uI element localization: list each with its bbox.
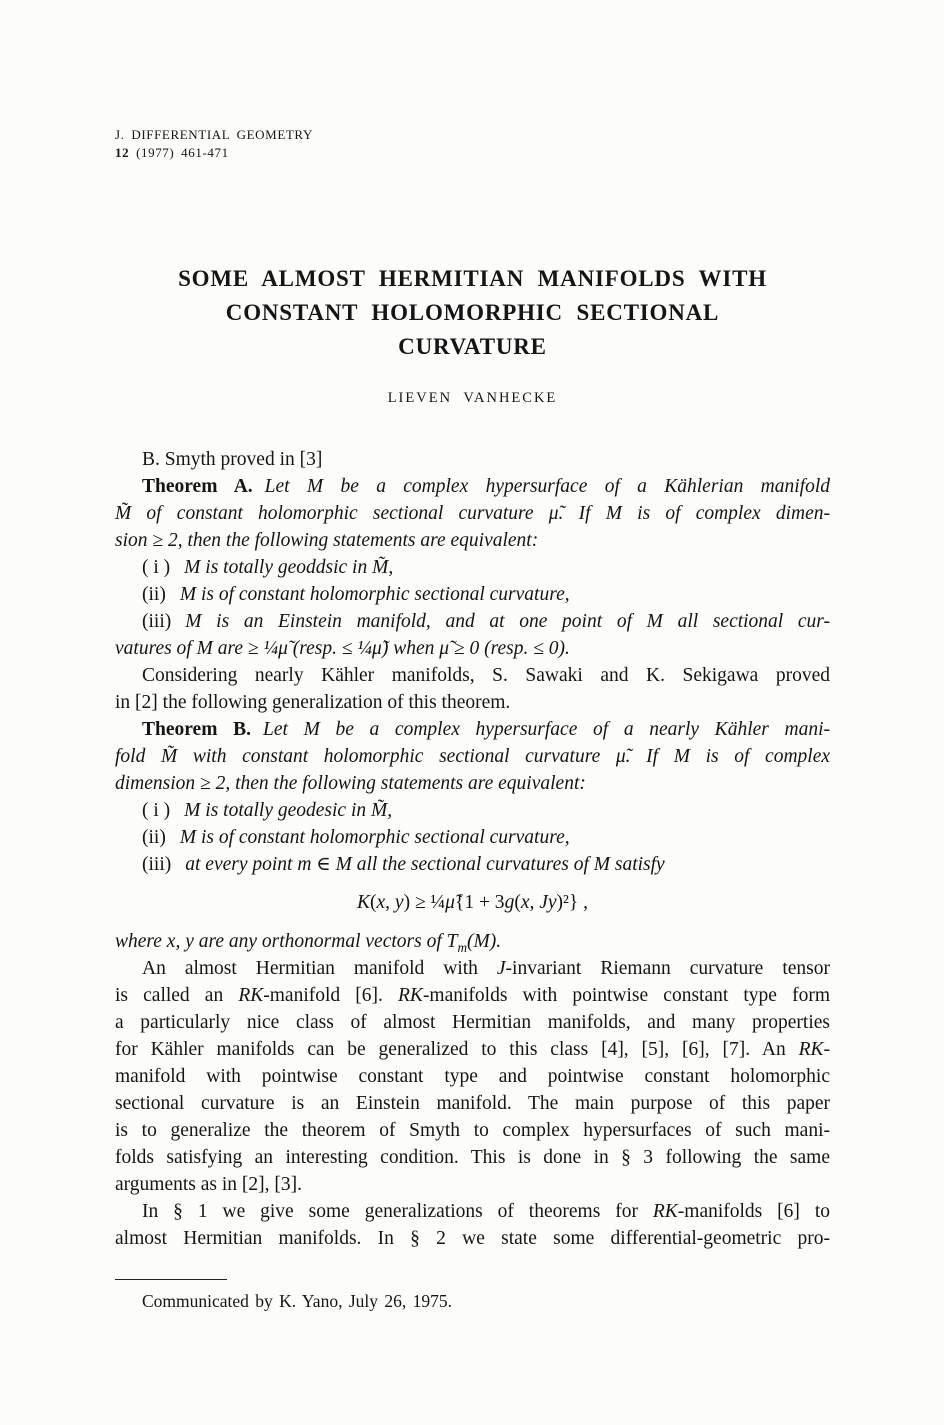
text-run: μ̃ xyxy=(445,892,455,913)
text-run: Theorem A. xyxy=(142,476,253,497)
text-run: m xyxy=(457,939,468,955)
text-run: sectional curvature is an Einstein manifold. The main purpose of this paper xyxy=(115,1093,830,1114)
footnote-rule xyxy=(115,1279,227,1280)
text-run: x, y xyxy=(376,892,404,913)
text-line xyxy=(115,743,830,770)
text-run: )²} , xyxy=(556,892,588,913)
text-run: where x, y are any orthonormal vectors of T xyxy=(115,931,458,952)
text-line xyxy=(115,1090,830,1117)
text-line xyxy=(115,1063,830,1090)
paragraph xyxy=(115,1198,830,1252)
text-run: ( xyxy=(370,892,377,913)
text-run: ( i ) xyxy=(142,557,171,578)
text-run: M̃ of constant holomorphic sectional curvature μ̃. If M is of complex dimen- xyxy=(115,503,830,524)
text-line xyxy=(115,662,830,689)
text-run: {1 + 3 xyxy=(454,892,505,913)
text-run: Considering nearly Kähler manifolds, S. Sawaki and K. Sekigawa proved xyxy=(142,665,830,686)
paragraph xyxy=(115,473,830,554)
text-line xyxy=(115,1198,830,1225)
list-item xyxy=(115,608,830,662)
text-run: almost Hermitian manifolds. In § 2 we state some differential-geometric pro- xyxy=(115,1228,830,1249)
text-run: is called an xyxy=(115,985,239,1006)
text-run: is to generalize the theorem of Smyth to complex hypersurfaces of such mani- xyxy=(115,1120,830,1141)
text-run: In § 1 we give some generalizations of theorems for xyxy=(142,1201,653,1222)
text-run: B. Smyth proved in [3] xyxy=(142,449,323,470)
author-name: LIEVEN VANHECKE xyxy=(387,390,558,406)
text-run: ( xyxy=(514,892,521,913)
text-run: M is totally geodesic in M̃, xyxy=(184,800,393,821)
text-line xyxy=(115,1117,830,1144)
text-run: in [2] the following generalization of this theorem. xyxy=(115,692,511,713)
text-line xyxy=(115,608,830,635)
title-line-3: CURVATURE xyxy=(398,334,547,359)
paragraph xyxy=(115,446,830,473)
text-run: dimension ≥ 2, then the following statements are equivalent: xyxy=(115,773,586,794)
footnote-text: Communicated by K. Yano, July 26, 1975. xyxy=(142,1291,452,1311)
text-line xyxy=(115,446,830,473)
title-line-1: SOME ALMOST HERMITIAN MANIFOLDS WITH xyxy=(178,266,767,291)
list-item xyxy=(115,554,830,581)
text-line xyxy=(115,1144,830,1171)
paragraph xyxy=(115,928,830,955)
text-run: (ii) xyxy=(142,584,166,605)
text-line xyxy=(115,689,830,716)
text-run: Theorem B. xyxy=(142,719,251,740)
text-run: Let M be a complex hypersurface of a Kählerian manifold xyxy=(264,476,830,497)
text-run: M is of constant holomorphic sectional curvature, xyxy=(179,827,570,848)
title-line-2: CONSTANT HOLOMORPHIC SECTIONAL xyxy=(225,300,720,325)
text-line xyxy=(115,1009,830,1036)
text-run: -manifolds with pointwise constant type form xyxy=(422,985,830,1006)
list-item xyxy=(115,851,830,878)
text-run: -invariant Riemann curvature tensor xyxy=(505,958,830,979)
text-run: M is an Einstein manifold, and at one point of M all sectional cur- xyxy=(185,611,830,632)
article-body xyxy=(115,446,830,1252)
text-run: g xyxy=(504,892,515,913)
text-run: K xyxy=(357,892,371,913)
text-line xyxy=(115,500,830,527)
text-line xyxy=(115,928,830,955)
text-line xyxy=(115,1225,830,1252)
paragraph xyxy=(115,662,830,716)
text-run: RK xyxy=(798,1039,824,1060)
text-line xyxy=(115,824,830,851)
journal-name: J. DIFFERENTIAL GEOMETRY xyxy=(115,127,313,142)
text-run: -manifold [6]. xyxy=(263,985,399,1006)
text-run: RK xyxy=(238,985,264,1006)
text-line xyxy=(115,889,830,916)
text-run: ) ≥ ¼ xyxy=(403,892,446,913)
text-line xyxy=(115,581,830,608)
text-run: Let M be a complex hypersurface of a nearly Kähler mani- xyxy=(263,719,831,740)
text-line xyxy=(115,955,830,982)
text-run: M is of constant holomorphic sectional curvature, xyxy=(179,584,570,605)
text-run: (M). xyxy=(467,931,502,952)
text-run: An almost Hermitian manifold with xyxy=(142,958,497,979)
display-equation xyxy=(115,889,830,916)
text-line xyxy=(115,1171,830,1198)
list-item xyxy=(115,797,830,824)
text-line xyxy=(115,527,830,554)
text-run: RK xyxy=(652,1201,678,1222)
list-item xyxy=(115,581,830,608)
text-run: ( i ) xyxy=(142,800,171,821)
text-line xyxy=(115,473,830,500)
text-run: (ii) xyxy=(142,827,166,848)
text-line xyxy=(115,797,830,824)
text-run: x, Jy xyxy=(520,892,557,913)
text-line xyxy=(115,982,830,1009)
list-item xyxy=(115,824,830,851)
text-run: manifold with pointwise constant type and pointwise constant holomorphic xyxy=(115,1066,830,1087)
text-run: RK xyxy=(398,985,423,1006)
text-run: (iii) xyxy=(142,854,172,875)
text-run: arguments as in [2], [3]. xyxy=(115,1174,303,1195)
paragraph xyxy=(115,955,830,1198)
text-run: J xyxy=(496,958,506,979)
text-run: for Kähler manifolds can be generalized to this class [4], [5], [6], [7]. An xyxy=(115,1039,799,1060)
text-run: fold M̃ with constant holomorphic sectional curvature μ̃. If M is of complex xyxy=(115,746,830,767)
text-line xyxy=(115,635,830,662)
paper-title xyxy=(115,262,830,364)
paragraph xyxy=(115,716,830,797)
text-line xyxy=(115,1036,830,1063)
text-line xyxy=(115,770,830,797)
text-line xyxy=(115,851,830,878)
text-run: - xyxy=(823,1039,830,1060)
text-run: -manifolds [6] to xyxy=(677,1201,831,1222)
text-run: M is totally geoddsic in M̃, xyxy=(184,557,394,578)
text-run: sion ≥ 2, then the following statements are equivalent: xyxy=(115,530,539,551)
journal-volume: 12 xyxy=(115,145,130,160)
journal-volume-line xyxy=(115,144,830,162)
text-run: vatures of M are ≥ ¼μ̃ (resp. ≤ ¼μ̃) when μ̃ ≥ 0 (resp. ≤ 0). xyxy=(115,638,570,659)
text-line xyxy=(115,554,830,581)
text-run: at every point m ∈ M all the sectional curvatures of M satisfy xyxy=(185,854,665,875)
text-line xyxy=(115,716,830,743)
text-run: a particularly nice class of almost Hermitian manifolds, and many properties xyxy=(115,1012,830,1033)
text-run: folds satisfying an interesting condition. This is done in § 3 following the same xyxy=(115,1147,830,1168)
journal-header xyxy=(115,126,830,162)
text-run: (iii) xyxy=(142,611,172,632)
journal-issue-pages: (1977) 461-471 xyxy=(136,145,229,160)
